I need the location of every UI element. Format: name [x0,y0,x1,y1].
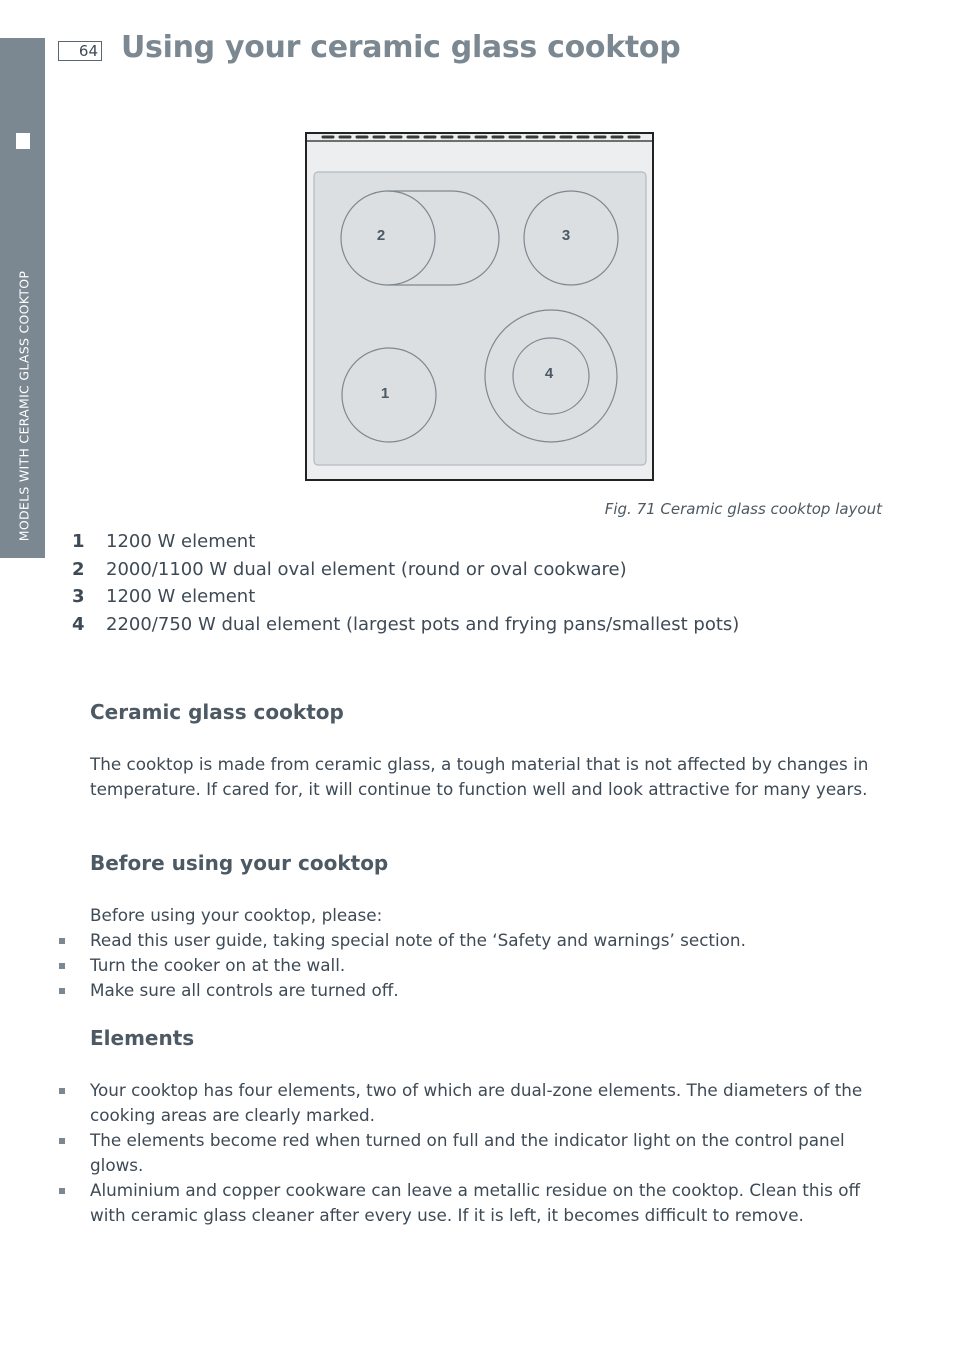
legend-item [72,559,739,587]
legend-number: 3 [72,586,85,607]
element-label-1: 1 [380,385,390,402]
list-item [90,1078,890,1128]
side-tab [0,38,45,558]
section-heading-elements: Elements [90,1026,195,1050]
page-number: 64 [58,41,102,61]
legend-item [72,586,739,614]
element-label-2: 2 [376,227,386,244]
legend-text: 1200 W element [106,586,256,607]
list-item-text: Turn the cooker on at the wall. [90,955,346,975]
page-title: Using your ceramic glass cooktop [121,30,681,65]
legend-item [72,614,739,642]
elements-bullet-list [90,1078,890,1228]
ceramic-paragraph: The cooktop is made from ceramic glass, a tough material that is not affected by changes in temperature. If cared for, it will continue to function well and look attractive for many years. [90,754,869,799]
list-item-text: The elements become red when turned on full and the indicator light on the control panel glows. [90,1130,845,1175]
figure-caption: Fig. 71 Ceramic glass cooktop layout [604,500,882,518]
before-intro: Before using your cooktop, please: [90,905,383,925]
legend-number: 1 [72,531,85,552]
list-item [90,1178,890,1228]
bullet-marker [59,1188,65,1194]
element-label-3: 3 [561,227,571,244]
list-item [90,953,890,978]
side-tab-label: MODELS WITH CERAMIC GLASS COOKTOP [16,270,32,542]
legend-number: 2 [72,558,85,580]
bullet-marker [59,988,65,994]
legend-item [72,531,739,559]
before-bullet-list [90,928,890,1003]
side-tab-marker [16,133,30,149]
list-item [90,978,890,1003]
glass-panel [314,172,646,465]
legend-number: 4 [72,613,85,635]
cooktop-diagram [305,132,657,486]
list-item [90,1128,890,1178]
bullet-marker [59,938,65,944]
bullet-marker [59,963,65,969]
bullet-marker [59,1088,65,1094]
bullet-marker [59,1138,65,1144]
section-heading-ceramic: Ceramic glass cooktop [90,700,344,724]
legend-text: 1200 W element [106,531,256,552]
list-item-text: Your cooktop has four elements, two of which are dual-zone elements. The diameters of the cooking areas are clearly marked. [90,1080,863,1125]
legend-text: 2200/750 W dual element (largest pots and frying pans/smallest pots) [106,613,740,635]
element-legend [72,531,739,641]
section-heading-before: Before using your cooktop [90,851,389,875]
legend-text: 2000/1100 W dual oval element (round or oval cookware) [106,558,627,580]
list-item-text: Make sure all controls are turned off. [90,980,399,1000]
element-label-4: 4 [544,365,554,382]
list-item [90,928,890,953]
list-item-text: Aluminium and copper cookware can leave a metallic residue on the cooktop. Clean this off with ceramic glass cleaner after every use. If it is left, it becomes difficult to remove. [90,1180,861,1225]
list-item-text: Read this user guide, taking special note of the ‘Safety and warnings’ section. [90,930,746,950]
